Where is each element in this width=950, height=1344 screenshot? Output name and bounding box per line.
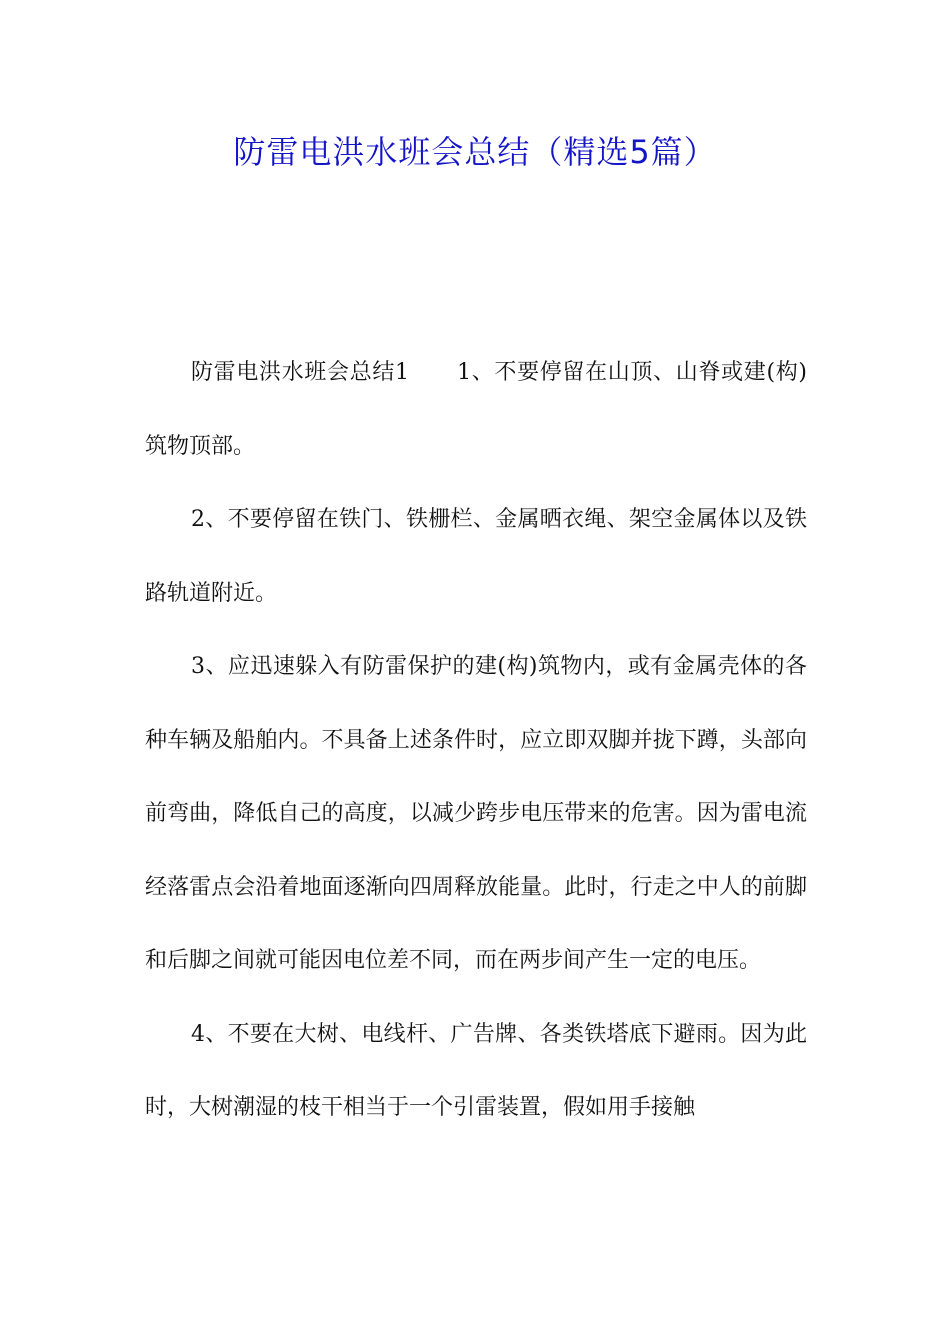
paragraph-1-text: 1、不要停留在山顶、山脊或建(构)筑物顶部。: [145, 360, 807, 459]
paragraph-1: [145, 336, 807, 483]
paragraph-4: 4、不要在大树、电线杆、广告牌、各类铁塔底下避雨。因为此时，大树潮湿的枝干相当于一个引雷装置，假如用手接触: [145, 1021, 807, 1120]
document-title: 防雷电洪水班会总结（精选5篇）: [233, 133, 717, 171]
document-body: [145, 336, 807, 1145]
paragraph-2: 2、不要停留在铁门、铁栅栏、金属晒衣绳、架空金属体以及铁路轨道附近。: [145, 507, 807, 606]
section-heading: 防雷电洪水班会总结1: [191, 360, 410, 385]
paragraph-3: 3、应迅速躲入有防雷保护的建(构)筑物内，或有金属壳体的各种车辆及船舶内。不具备上述条件时，应立即双脚并拢下蹲，头部向前弯曲，降低自己的高度，以减少跨步电压带来的危害。因为雷电流经落雷点会沿着地面逐渐向四周释放能量。此时，行走之中人的前脚和后脚之间就可能因电位差不同，而在两步间产生一定的电压。: [145, 654, 807, 973]
